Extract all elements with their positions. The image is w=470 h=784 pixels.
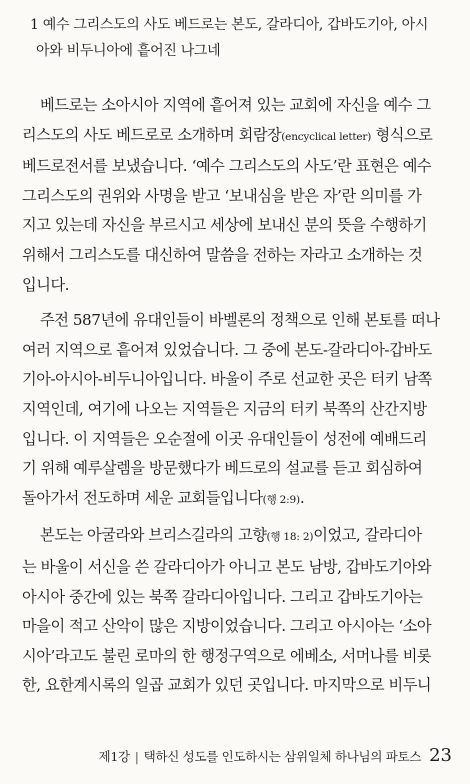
paragraph-3 (22, 521, 452, 701)
footer-separator: | (134, 749, 139, 764)
paragraph-1-line-4: 그리스도의 권위와 사명을 받고 ‘보내심을 받은 자’란 의미를 가 (22, 186, 422, 205)
paragraph-2-line-3: 기아-아시아-비두니아입니다. 바울이 주로 선교한 곳은 터키 남쪽 (22, 370, 432, 389)
paragraph-3-line-1-text: 본도는 아굴라와 브리스길라의 고향 (40, 526, 267, 545)
paragraph-1-line-2 (22, 121, 452, 153)
verse-line-1 (30, 12, 450, 38)
paragraph-3-line-5: 시아’라고도 불린 로마의 한 행정구역으로 에베소, 서머나를 비롯 (22, 646, 432, 665)
paragraph-2-line-7-text: 돌아가서 전도하며 세운 교회들입니다 (22, 488, 263, 507)
paragraph-1 (22, 91, 452, 300)
paragraph-1-line-7: 입니다. (22, 275, 70, 294)
paragraph-1-line-5: 지고 있는데 자신을 부르시고 세상에 보내신 분의 뜻을 수행하기 (22, 216, 427, 235)
paragraph-1-line-1: 베드로는 소아시아 지역에 흩어져 있는 교회에 자신을 예수 그 (40, 96, 431, 114)
scripture-reference: (행 18: 2) (266, 531, 314, 544)
paragraph-2-line-7 (22, 484, 452, 516)
inline-annotation: (encyclical letter) (281, 130, 372, 143)
chapter-label: 제1강 (98, 749, 130, 764)
verse-line-2: 아와 비두니아에 흩어진 나그네 (36, 43, 221, 59)
running-title: 택하신 성도를 인도하시는 삼위일체 하나님의 파토스 (143, 749, 422, 764)
paragraph-1-line-2-tail: 형식으로 (371, 125, 433, 144)
verse-text-1: 예수 그리스도의 사도 베드로는 본도, 갈라디아, 갑바도기아, 아시 (42, 17, 429, 33)
verse-number: 1 (30, 17, 39, 33)
paragraph-2-line-7-tail: . (299, 488, 305, 507)
paragraph-2 (22, 306, 452, 515)
paragraph-2-line-2: 여러 지역으로 흩어져 있었습니다. 그 중에 본도-갈라디아-갑바도 (22, 340, 432, 359)
paragraph-2-line-5: 입니다. 이 지역들은 오순절에 이곳 유대인들이 성전에 예배드리 (22, 429, 427, 448)
paragraph-3-line-2: 는 바울이 서신을 쓴 갈라디아가 아니고 본도 남방, 갑바도기아와 (22, 557, 432, 576)
running-footer (0, 745, 452, 766)
scripture-reference: (행 2:9) (262, 493, 300, 506)
paragraph-3-line-3: 아시아 중간에 있는 북쪽 갈라디아입니다. 그리고 갑바도기아는 (22, 587, 423, 606)
scripture-verse (30, 12, 450, 64)
paragraph-3-line-1-tail: 이었고, 갈라디아 (313, 526, 422, 545)
paragraph-1-line-3: 베드로전서를 보냈습니다. ‘예수 그리스도의 사도’란 표현은 예수 (22, 157, 432, 176)
paragraph-3-line-1 (22, 521, 452, 553)
paragraph-1-line-6: 위해서 그리스도를 대신하여 말씀을 전하는 자라고 소개하는 것 (22, 245, 423, 264)
paragraph-2-line-1: 주전 587년에 유대인들이 바벨론의 정책으로 인해 본토를 떠나 (40, 311, 440, 330)
paragraph-3-line-4: 마을이 적고 산악이 많은 지방이었습니다. 그리고 아시아는 ‘소아 (22, 617, 432, 636)
paragraph-2-line-6: 기 위해 예루살렘을 방문했다가 베드로의 설교를 듣고 회심하여 (22, 459, 423, 478)
paragraph-3-line-6: 한, 요한계시록의 일곱 교회가 있던 곳입니다. 마지막으로 비두니 (22, 676, 432, 695)
body-text (22, 91, 452, 707)
paragraph-2-line-4: 지역인데, 여기에 나오는 지역들은 지금의 터키 북쪽의 산간지방 (22, 399, 427, 418)
paragraph-1-line-2-text: 리스도의 사도 베드로로 소개하며 회람장 (22, 125, 282, 144)
page-number: 23 (429, 745, 452, 766)
